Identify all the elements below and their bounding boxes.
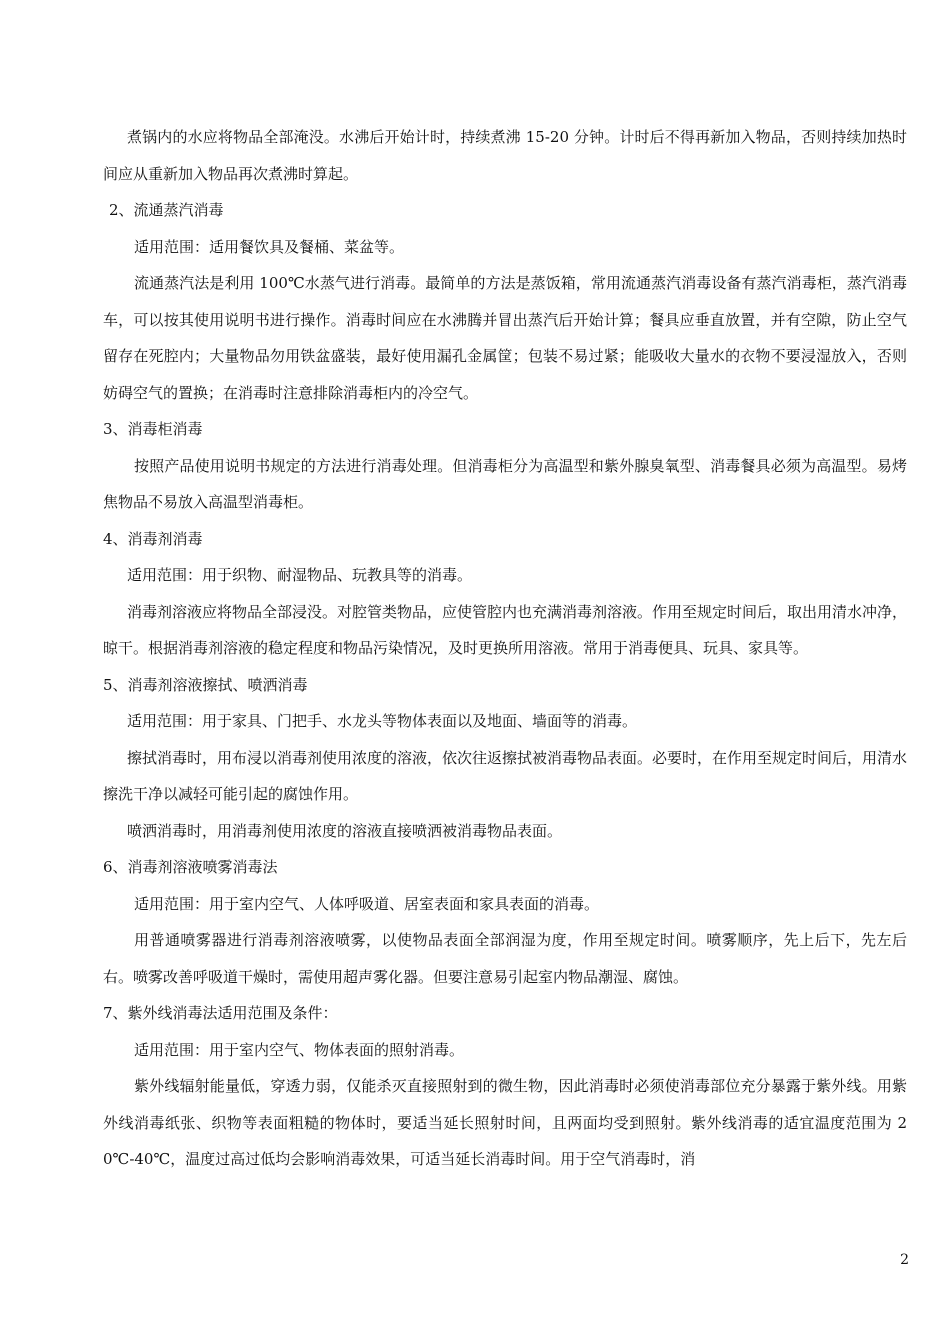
paragraph-cabinet-method: 按照产品使用说明书规定的方法进行消毒处理。但消毒柜分为高温型和紫外腺臭氧型、消毒餐具必须为高温型。易烤焦物品不易放入高温型消毒柜。 <box>103 456 907 511</box>
paragraph-wipe-method: 擦拭消毒时，用布浸以消毒剂使用浓度的溶液，依次往返擦拭被消毒物品表面。必要时，在作用至规定时间后，用清水擦洗干净以减轻可能引起的腐蚀作用。 <box>103 748 908 803</box>
section-heading-wipe-spray: 5、消毒剂溶液擦拭、喷洒消毒 <box>103 675 308 694</box>
section-heading-uv-disinfection: 7、紫外线消毒法适用范围及条件： <box>103 1004 338 1022</box>
section-heading-cabinet-disinfection: 3、消毒柜消毒 <box>103 420 203 438</box>
section-heading-disinfectant: 4、消毒剂消毒 <box>103 529 203 548</box>
paragraph-uv-scope: 适用范围：用于室内空气、物体表面的照射消毒。 <box>134 1040 465 1059</box>
page-number: 2 <box>900 1252 909 1268</box>
paragraph-steam-scope: 适用范围：适用餐饮具及餐桶、菜盆等。 <box>134 237 405 256</box>
paragraph-boiling-continued: 煮锅内的水应将物品全部淹没。水沸后开始计时，持续煮沸 15-20 分钟。计时后不得再新加入物品，否则持续加热时间应从重新加入物品再次煮沸时算起。 <box>103 128 907 183</box>
paragraph-steam-method: 流通蒸汽法是利用 100℃水蒸气进行消毒。最简单的方法是蒸饭箱，常用流通蒸汽消毒设备有蒸汽消毒柜，蒸汽消毒车，可以按其使用说明书进行操作。消毒时间应在水沸腾并冒出蒸汽后开始计算；餐具应垂直放置，并有空隙，防止空气留存在死腔内；大量物品勿用铁盆盛装，最好使用漏孔金属筐；包装不易过紧；能吸收大量水的衣物不要浸湿放入，否则妨碍空气的置换；在消毒时注意排除消毒柜内的冷空气。 <box>103 274 907 402</box>
paragraph-mist-method: 用普通喷雾器进行消毒剂溶液喷雾，以使物品表面全部润湿为度，作用至规定时间。喷雾顺序，先上后下，先左后右。喷雾改善呼吸道干燥时，需使用超声雾化器。但要注意易引起室内物品潮湿、腐蚀。 <box>103 931 907 986</box>
paragraph-disinfectant-method: 消毒剂溶液应将物品全部浸没。对腔管类物品，应使管腔内也充满消毒剂溶液。作用至规定时间后，取出用清水冲净，晾干。根据消毒剂溶液的稳定程度和物品污染情况，及时更换所用溶液。常用于消毒便具、玩具、家具等。 <box>103 602 908 657</box>
paragraph-uv-method: 紫外线辐射能量低，穿透力弱，仅能杀灭直接照射到的微生物，因此消毒时必须使消毒部位充分暴露于紫外线。用紫外线消毒纸张、织物等表面粗糙的物体时，要适当延长照射时间，且两面均受到照射。紫外线消毒的适宜温度范围为 20℃-40℃，温度过高过低均会影响消毒效果，可适当延长消毒时间。用于空气消毒时，消 <box>103 1077 907 1168</box>
section-heading-mist-disinfection: 6、消毒剂溶液喷雾消毒法 <box>103 858 278 876</box>
paragraph-disinfectant-scope: 适用范围：用于织物、耐湿物品、玩教具等的消毒。 <box>127 566 473 584</box>
paragraph-wipe-spray-scope: 适用范围：用于家具、门把手、水龙头等物体表面以及地面、墙面等的消毒。 <box>127 712 638 730</box>
paragraph-mist-scope: 适用范围：用于室内空气、人体呼吸道、居室表面和家具表面的消毒。 <box>134 894 600 913</box>
section-heading-steam-disinfection: 2、流通蒸汽消毒 <box>109 201 224 219</box>
paragraph-spray-method: 喷洒消毒时，用消毒剂使用浓度的溶液直接喷洒被消毒物品表面。 <box>127 821 563 840</box>
document-body <box>103 119 907 1178</box>
